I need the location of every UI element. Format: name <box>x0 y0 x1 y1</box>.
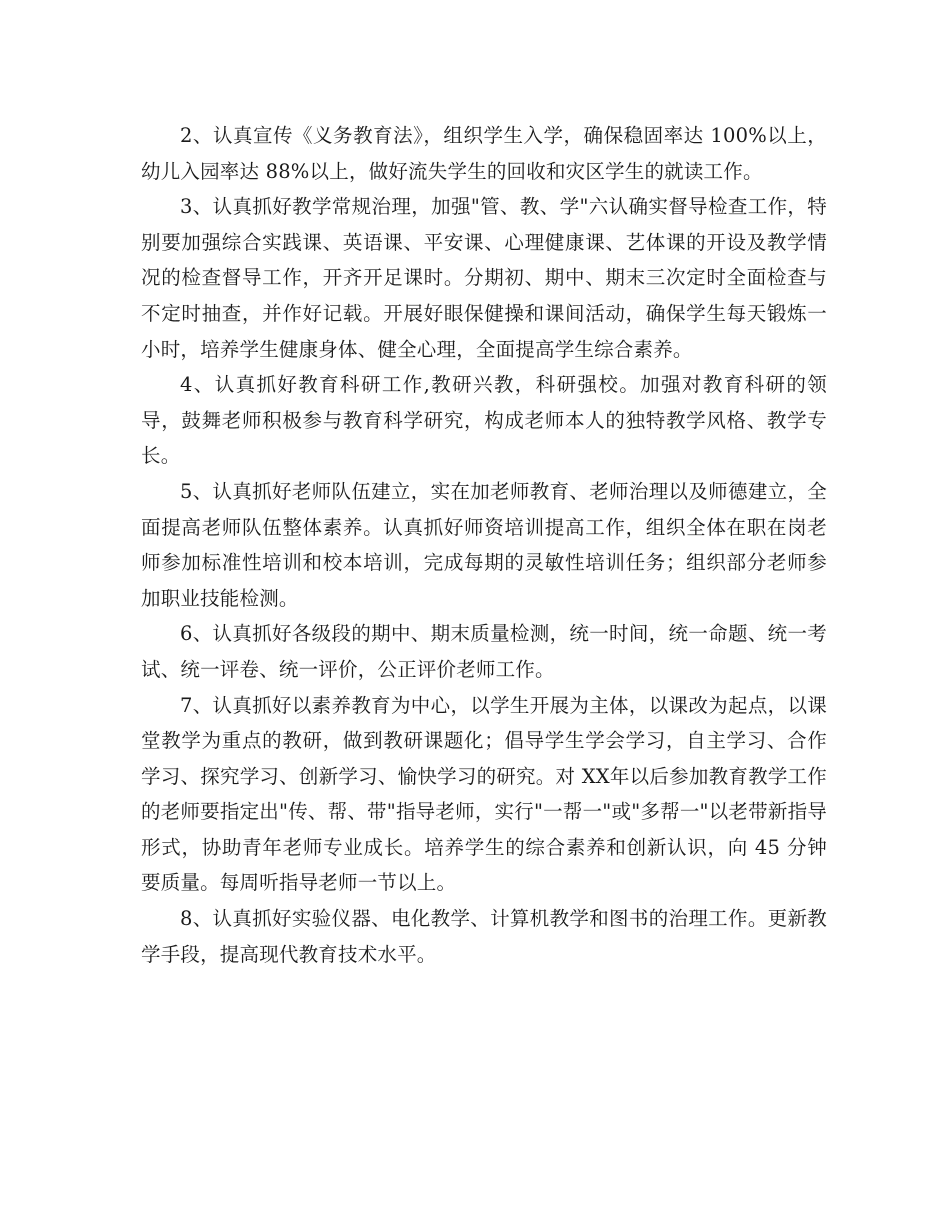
paragraph-item-6: 6、认真抓好各级段的期中、期末质量检测，统一时间，统一命题、统一考试、统一评卷、统一评价，公正评价老师工作。 <box>141 622 827 681</box>
paragraph-item-5: 5、认真抓好老师队伍建立，实在加老师教育、老师治理以及师德建立，全面提高老师队伍整体素养。认真抓好师资培训提高工作，组织全体在职在岗老师参加标准性培训和校本培训，完成每期的灵敏性培训任务；组织部分老师参加职业技能检测。 <box>141 479 827 610</box>
document-page <box>141 118 827 972</box>
paragraph-item-2: 2、认真宣传《义务教育法》，组织学生入学，确保稳固率达 100%以上，幼儿入园率达 88%以上，做好流失学生的回收和灾区学生的就读工作。 <box>141 124 827 183</box>
paragraph-item-3: 3、认真抓好教学常规治理，加强"管、教、学"六认确实督导检查工作，特别要加强综合实践课、英语课、平安课、心理健康课、艺体课的开设及教学情况的检查督导工作，开齐开足课时。分期初、期中、期末三次定时全面检查与不定时抽查，并作好记载。开展好眼保健操和课间活动，确保学生每天锻炼一小时，培养学生健康身体、健全心理，全面提高学生综合素养。 <box>141 195 827 361</box>
paragraph-item-8: 8、认真抓好实验仪器、电化教学、计算机教学和图书的治理工作。更新教学手段，提高现代教育技术水平。 <box>141 907 827 966</box>
paragraph-item-7: 7、认真抓好以素养教育为中心，以学生开展为主体，以课改为起点，以课堂教学为重点的教研，做到教研课题化；倡导学生学会学习，自主学习、合作学习、探究学习、创新学习、愉快学习的研究。对 XX年以后参加教育教学工作的老师要指定出"传、帮、带"指导老师，实行"一帮一"或"多帮一"以老带新指导形式，协助青年老师专业成长。培养学生的综合素养和创新认识，向 45 分钟要质量。每周听指导老师一节以上。 <box>141 693 827 895</box>
paragraph-item-4: 4、认真抓好教育科研工作,教研兴教，科研强校。加强对教育科研的领导，鼓舞老师积极参与教育科学研究，构成老师本人的独特教学风格、教学专长。 <box>141 373 827 468</box>
